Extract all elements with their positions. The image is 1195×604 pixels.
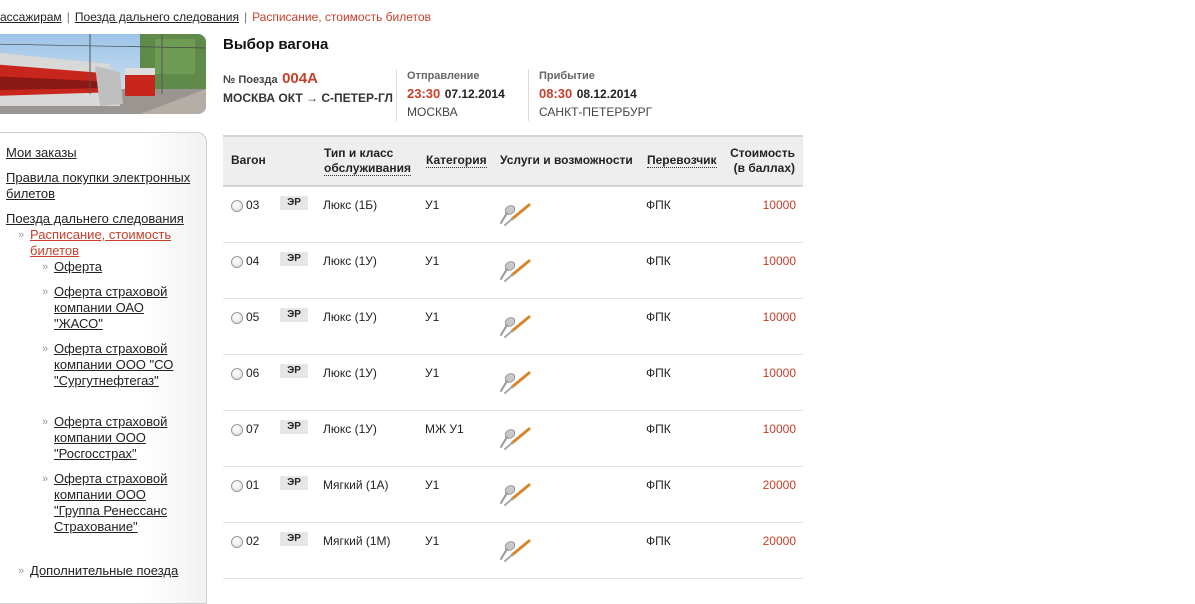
train-number: 004А (282, 70, 318, 87)
departure-city: МОСКВА (407, 105, 458, 119)
column-header-cost (730, 146, 795, 176)
arrival-city: САНКТ-ПЕТЕРБУРГ (539, 105, 653, 119)
car-carrier: ФПК (646, 366, 671, 380)
car-carrier: ФПК (646, 534, 671, 548)
sidebar-item-label[interactable]: Расписание, стоимость билетов (30, 227, 172, 258)
car-radio-button[interactable] (231, 368, 243, 380)
column-header-category[interactable] (426, 153, 487, 168)
sidebar-item-offer-surgut[interactable] (42, 341, 184, 389)
column-header-type[interactable] (324, 146, 411, 176)
departure-time: 23:30 (407, 86, 441, 101)
column-header-car: Вагон (231, 153, 266, 167)
sidebar-item-label[interactable]: Оферта страховой компании ООО "Группа Ренессанс Страхование" (54, 471, 168, 534)
car-number: 05 (246, 310, 260, 324)
divider (396, 69, 397, 121)
meal-icon (499, 199, 535, 230)
bullet-icon: » (42, 416, 49, 428)
bullet-icon: » (42, 343, 49, 355)
car-radio-button[interactable] (231, 424, 243, 436)
departure-label: Отправление (407, 70, 480, 82)
train-route: МОСКВА ОКТ → С-ПЕТЕР-ГЛ (223, 91, 393, 105)
column-header-type-line1: Тип и класс (324, 146, 394, 160)
car-price: 10000 (762, 310, 796, 324)
train-banner-image (0, 34, 206, 114)
car-price: 10000 (762, 366, 796, 380)
bullet-icon: » (18, 229, 25, 241)
er-badge: ЭР (280, 476, 308, 490)
sidebar-item-offer[interactable] (42, 259, 204, 275)
car-category: У1 (425, 534, 440, 548)
car-number: 02 (246, 534, 260, 548)
sidebar-item-offer-renaissance[interactable] (42, 471, 184, 535)
breadcrumb-separator: | (66, 10, 70, 24)
train-number-label: № Поезда (223, 74, 278, 86)
table-header (223, 135, 803, 187)
bullet-icon: » (42, 473, 49, 485)
car-number: 07 (246, 422, 260, 436)
column-header-cost-line1: Стоимость (730, 146, 795, 160)
car-type: Люкс (1Б) (323, 198, 378, 212)
car-number: 04 (246, 254, 260, 268)
car-price: 20000 (762, 478, 796, 492)
sidebar-item-label[interactable]: Оферта страховой компании ООО "Росгосстрах" (54, 414, 168, 461)
column-header-services: Услуги и возможности (500, 153, 633, 167)
car-type: Мягкий (1А) (323, 478, 389, 492)
sidebar-item-offer-jaso[interactable] (42, 284, 184, 332)
column-header-category-label: Категория (426, 153, 487, 167)
er-badge: ЭР (280, 420, 308, 434)
table-body (223, 187, 803, 579)
car-number: 03 (246, 198, 260, 212)
sidebar-item-label[interactable]: Оферта (54, 259, 103, 274)
car-radio-button[interactable] (231, 480, 243, 492)
column-header-carrier[interactable] (647, 153, 717, 168)
car-category: МЖ У1 (425, 422, 464, 436)
sidebar-item-schedule[interactable] (18, 227, 180, 259)
sidebar-item-label[interactable]: Правила покупки электронных билетов (6, 170, 191, 201)
sidebar-item-my-orders[interactable] (6, 145, 196, 161)
car-type: Люкс (1У) (323, 366, 377, 380)
table-row[interactable] (223, 243, 803, 299)
bullet-icon: » (42, 261, 49, 273)
sidebar (0, 132, 207, 604)
car-price: 10000 (762, 198, 796, 212)
er-badge: ЭР (280, 364, 308, 378)
arrival-info (539, 70, 689, 119)
departure-info (407, 70, 527, 119)
sidebar-item-long-distance[interactable] (6, 211, 196, 227)
car-category: У1 (425, 366, 440, 380)
car-radio-button[interactable] (231, 536, 243, 548)
car-type: Люкс (1У) (323, 422, 377, 436)
car-price: 10000 (762, 254, 796, 268)
car-category: У1 (425, 310, 440, 324)
departure-date: 07.12.2014 (444, 87, 505, 101)
sidebar-item-rules[interactable] (6, 170, 196, 202)
breadcrumb-separator: | (243, 10, 248, 24)
table-row[interactable] (223, 299, 803, 355)
divider (528, 69, 529, 121)
car-radio-button[interactable] (231, 200, 243, 212)
car-number: 06 (246, 366, 260, 380)
arrival-time: 08:30 (539, 86, 573, 101)
car-carrier: ФПК (646, 422, 671, 436)
meal-icon (499, 535, 535, 566)
car-type: Люкс (1У) (323, 254, 377, 268)
car-carrier: ФПК (646, 254, 671, 268)
meal-icon (499, 255, 535, 286)
table-row[interactable] (223, 411, 803, 467)
er-badge: ЭР (280, 532, 308, 546)
table-row[interactable] (223, 523, 803, 579)
meal-icon (499, 423, 535, 454)
table-row[interactable] (223, 467, 803, 523)
car-category: У1 (425, 478, 440, 492)
car-carrier: ФПК (646, 198, 671, 212)
table-row[interactable] (223, 355, 803, 411)
arrival-date: 08.12.2014 (576, 87, 637, 101)
arrival-label: Прибытие (539, 70, 595, 82)
er-badge: ЭР (280, 308, 308, 322)
car-carrier: ФПК (646, 478, 671, 492)
sidebar-item-additional-trains[interactable] (18, 563, 200, 579)
sidebar-item-label[interactable]: Мои заказы (6, 145, 77, 160)
meal-icon (499, 479, 535, 510)
car-category: У1 (425, 198, 440, 212)
er-badge: ЭР (280, 196, 308, 210)
car-number: 01 (246, 478, 260, 492)
page-title: Выбор вагона (223, 36, 329, 53)
car-price: 20000 (762, 534, 796, 548)
car-radio-button[interactable] (231, 312, 243, 324)
car-type: Люкс (1У) (323, 310, 377, 324)
column-header-type-line2: обслуживания (324, 161, 411, 175)
bullet-icon: » (42, 286, 49, 298)
car-category: У1 (425, 254, 440, 268)
breadcrumb (0, 10, 431, 24)
car-radio-button[interactable] (231, 256, 243, 268)
meal-icon (499, 367, 535, 398)
car-type: Мягкий (1М) (323, 534, 391, 548)
car-selection-table (223, 135, 803, 579)
sidebar-item-label[interactable]: Дополнительные поезда (30, 563, 179, 578)
breadcrumb-current: Расписание, стоимость билетов (252, 10, 431, 24)
column-header-carrier-label: Перевозчик (647, 153, 717, 167)
sidebar-item-offer-rosgosstrakh[interactable] (42, 414, 184, 462)
train-info (223, 70, 403, 105)
meal-icon (499, 311, 535, 342)
breadcrumb-passengers-link[interactable]: ассажирам (0, 10, 62, 24)
sidebar-item-label[interactable]: Оферта страховой компании ООО "СО "Сургутнефтегаз" (54, 341, 174, 388)
sidebar-item-label[interactable]: Оферта страховой компании ОАО "ЖАСО" (54, 284, 168, 331)
column-header-cost-line2: (в баллах) (733, 161, 795, 175)
sidebar-item-label[interactable]: Поезда дальнего следования (6, 211, 184, 226)
car-price: 10000 (762, 422, 796, 436)
bullet-icon: » (18, 565, 25, 577)
table-row[interactable] (223, 187, 803, 243)
er-badge: ЭР (280, 252, 308, 266)
car-carrier: ФПК (646, 310, 671, 324)
breadcrumb-long-distance-link[interactable]: Поезда дальнего следования (74, 10, 239, 24)
